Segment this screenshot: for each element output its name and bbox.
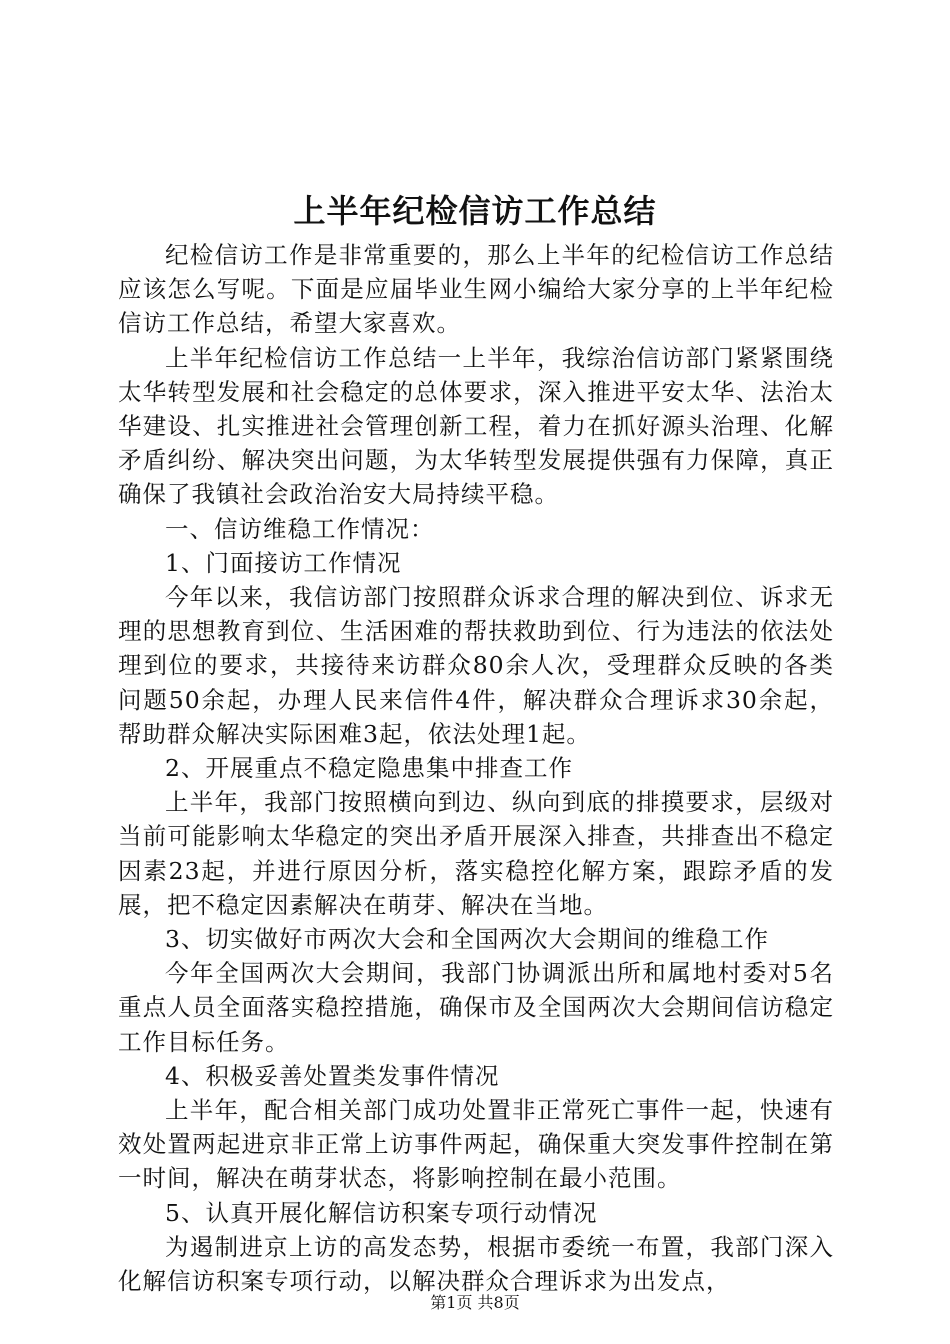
page-title: 上半年纪检信访工作总结 [293, 192, 657, 230]
subheading-4: 4、积极妥善处置类发事件情况 [165, 1061, 500, 1090]
paragraph-3: 今年全国两次大会期间，我部门协调派出所和属地村委对5名重点人员全面落实稳控措施，确保市及全国两次大会期间信访稳定工作目标任务。 [118, 959, 834, 1056]
paragraph-summary: 上半年纪检信访工作总结一上半年，我综治信访部门紧紧围绕太华转型发展和社会稳定的总体要求，深入推进平安太华、法治太华建设、扎实推进社会管理创新工程，着力在抓好源头治理、化解矛盾纠纷、解决突出问题，为太华转型发展提供强有力保障，真正确保了我镇社会政治治安大局持续平稳。 [118, 343, 834, 509]
page-footer: 第1页 共8页 [430, 1293, 520, 1312]
paragraph-2: 上半年，我部门按照横向到边、纵向到底的排摸要求，层级对当前可能影响太华稳定的突出矛盾开展深入排查，共排查出不稳定因素23起，并进行原因分析，落实稳控化解方案，跟踪矛盾的发展，把不稳定因素解决在萌芽、解决在当地。 [118, 788, 834, 919]
subheading-2: 2、开展重点不稳定隐患集中排查工作 [165, 754, 573, 783]
section-heading-1: 一、信访维稳工作情况： [165, 514, 435, 543]
document-body [118, 238, 834, 1298]
paragraph-4: 上半年，配合相关部门成功处置非正常死亡事件一起，快速有效处置两起进京非正常上访事件两起，确保重大突发事件控制在第一时间，解决在萌芽状态，将影响控制在最小范围。 [118, 1096, 834, 1193]
subheading-3: 3、切实做好市两次大会和全国两次大会期间的维稳工作 [165, 925, 769, 954]
paragraph-intro: 纪检信访工作是非常重要的，那么上半年的纪检信访工作总结应该怎么写呢。下面是应届毕业生网小编给大家分享的上半年纪检信访工作总结，希望大家喜欢。 [118, 241, 834, 338]
subheading-1: 1、门面接访工作情况 [165, 548, 402, 577]
paragraph-1: 今年以来，我信访部门按照群众诉求合理的解决到位、诉求无理的思想教育到位、生活困难的帮扶救助到位、行为违法的依法处理到位的要求，共接待来访群众80余人次，受理群众反映的各类问题50余起，办理人民来信件4件，解决群众合理诉求30余起，帮助群众解决实际困难3起，依法处理1起。 [118, 583, 834, 748]
subheading-5: 5、认真开展化解信访积案专项行动情况 [165, 1198, 598, 1227]
paragraph-5: 为遏制进京上访的高发态势，根据市委统一布置，我部门深入化解信访积案专项行动，以解决群众合理诉求为出发点， [118, 1232, 834, 1296]
